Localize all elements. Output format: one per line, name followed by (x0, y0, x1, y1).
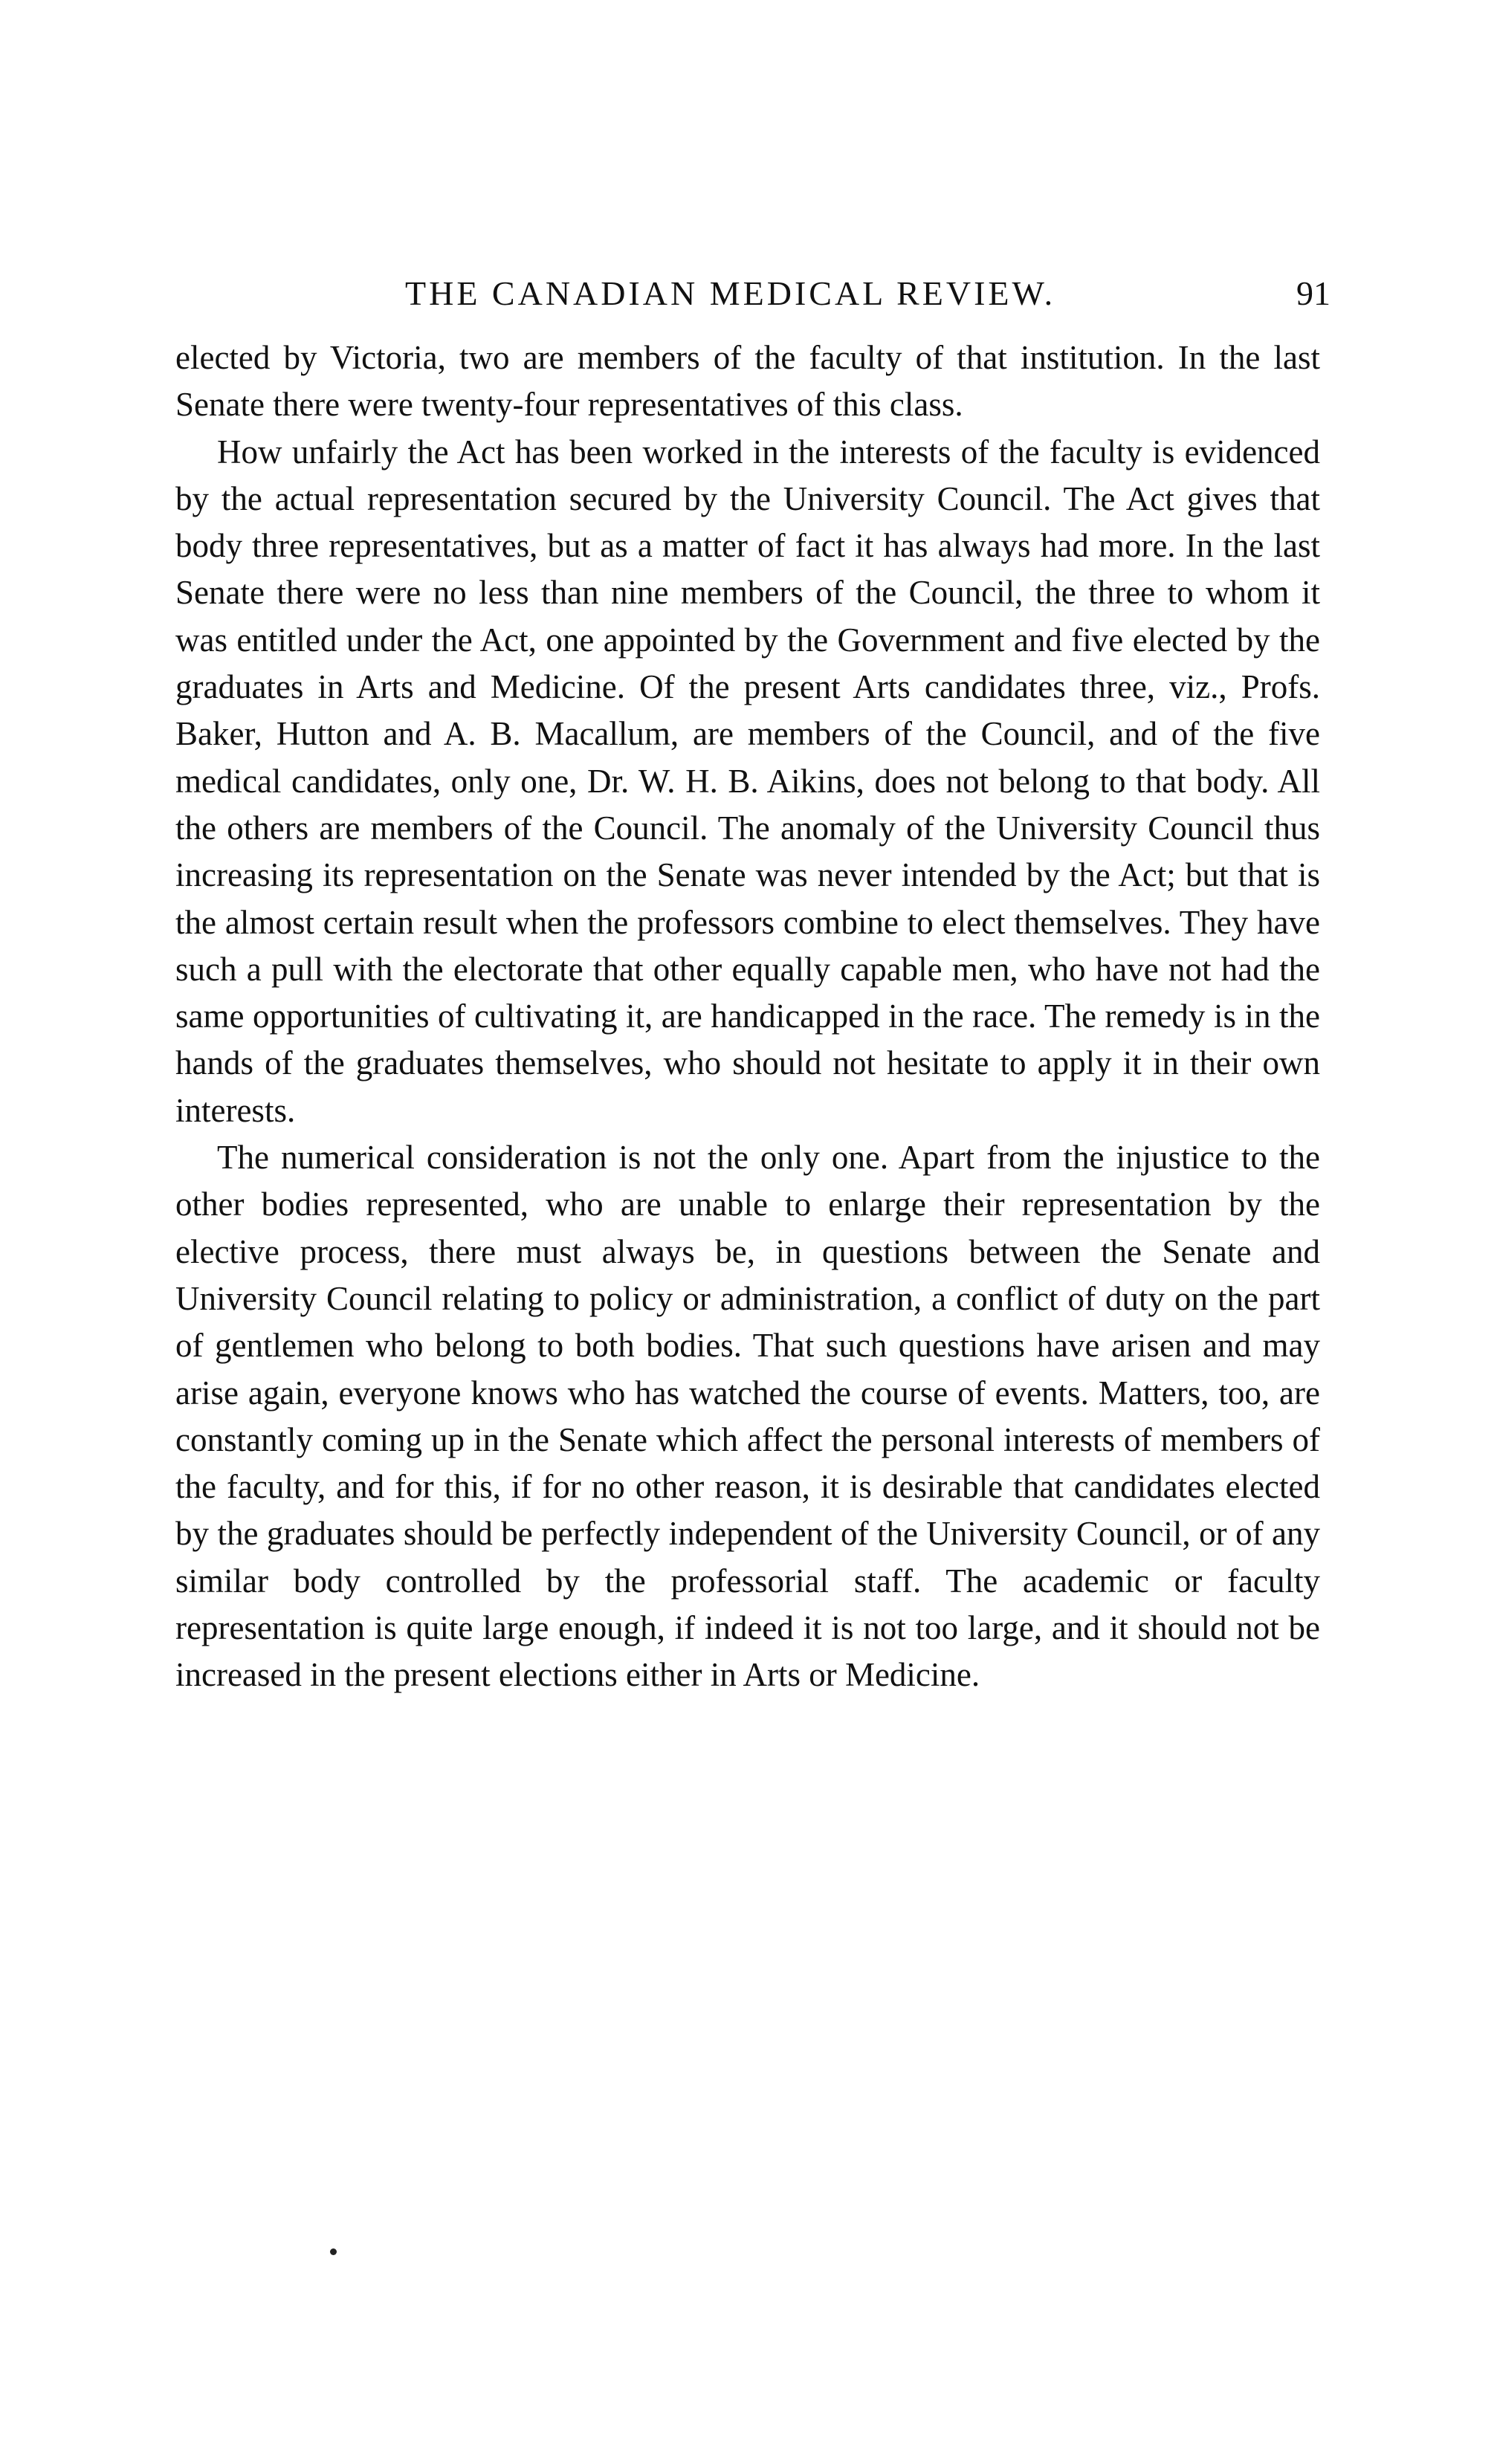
paragraph-1: elected by Victoria, two are members of the faculty of that institution. In the last Senate there were twenty-four representatives of this class. (175, 339, 1320, 424)
paragraph-2: How unfairly the Act has been worked in the interests of the faculty is evidenced by the actual representation secured by the University Council. The Act gives that body three representatives, but as a matter of fact it has always had more. In the last Senate there were no less than nine members of the Council, the three to whom it was entitled under the Act, one appointed by the Government and five elected by the graduates in Arts and Medicine. Of the present Arts candidates three, viz., Profs. Baker, Hutton and A. B. Macallum, are members of the Council, and of the five medical candidates, only one, Dr. W. H. B. Aikins, does not belong to that body. All the others are members of the Council. The anomaly of the University Council thus increasing its representation on the Senate was never intended by the Act; but that is the almost certain result when the professors combine to elect themselves. They have such a pull with the electorate that other equally capable men, who have not had the same opportunities of cultivating it, are handicapped in the race. The remedy is in the hands of the graduates themselves, who should not hesitate to apply it in their own interests. (175, 433, 1320, 1129)
ink-dot (330, 2248, 337, 2255)
page-number: 91 (1296, 274, 1331, 312)
running-head: THE CANADIAN MEDICAL REVIEW. (405, 274, 1056, 312)
page-header (405, 268, 1331, 320)
article-body (175, 334, 1320, 1699)
paragraph-3: The numerical consideration is not the only one. Apart from the injustice to the other bodies represented, who are unable to enlarge their representation by the elective process, there must always be, in questions between the Senate and University Council relating to policy or administration, a conflict of duty on the part of gentlemen who belong to both bodies. That such questions have arisen and may arise again, everyone knows who has watched the course of events. Matters, too, are constantly coming up in the Senate which affect the personal interests of members of the faculty, and for this, if for no other reason, it is desirable that candidates elected by the graduates should be perfectly independent of the University Council, or of any similar body controlled by the professorial staff. The academic or faculty representation is quite large enough, if indeed it is not too large, and it should not be increased in the present elections either in Arts or Medicine. (175, 1139, 1320, 1694)
